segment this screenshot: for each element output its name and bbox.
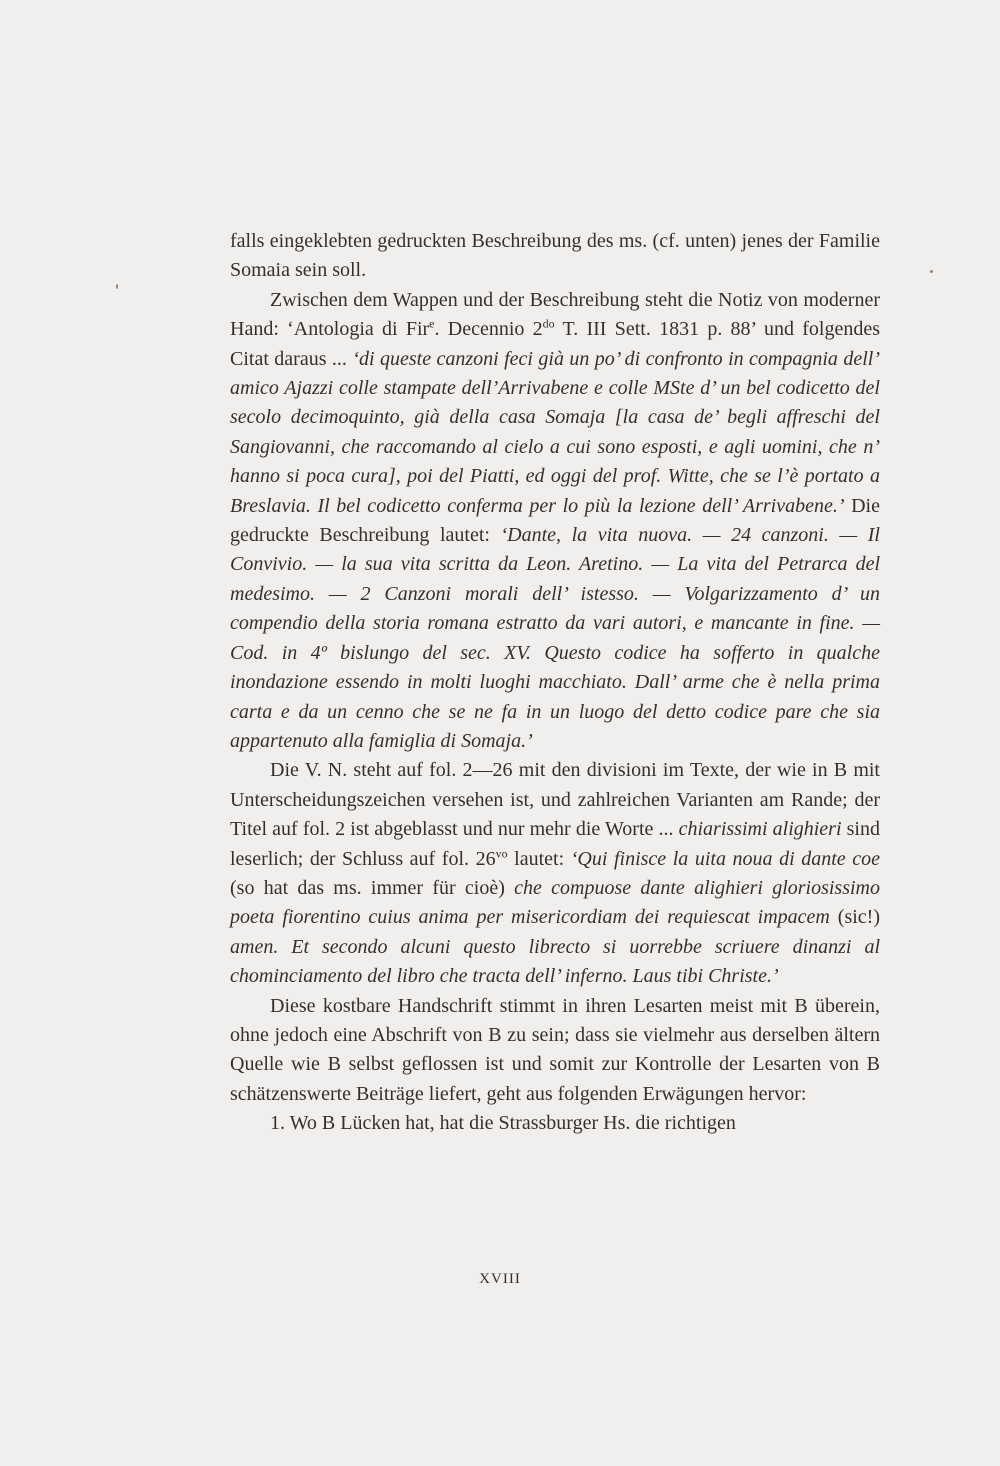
paragraph [230,756,880,991]
text-run: 1. Wo B Lücken hat, hat die Strassburger Hs. die richtigen [270,1112,736,1135]
italic-quote: chiarissimi alighieri [678,818,842,841]
text-run: vo [495,845,508,860]
text-run: lautet: [507,847,571,870]
text-run: Diese kostbare Handschrift stimmt in ihren Lesarten meist mit B überein, ohne jedoch eine Abschrift von B zu sein; dass sie vielmehr aus derselben ältern Quelle wie B selbst geflossen ist und somit zur Kontrolle der Lesarten von B schätzenswerte Beiträge liefert, geht aus folgenden Erwägungen hervor: [230,994,880,1105]
paper-speck [930,270,933,273]
italic-quote: che compuose dante alighieri gloriosissimo poeta fiorentino cuius anima per misericordiam dei requiescat impacem [230,876,881,929]
italic-quote: ‘di queste canzoni feci già un po’ di confronto in compagnia dell’ amico Ajazzi colle stampate dell’Arrivabene e colle MSte d’ un bel codicetto del secolo decimoquinto, già della casa Somaja [la casa de’ begli affreschi del Sangiovanni, che raccomando al cielo a cui sono esposti, e agli uomini, che n’ hanno si poca cura], poi del Piatti, ed oggi del prof. Witte, che se l’è portato a Breslavia. Il bel codicetto conferma per lo più la lezione dell’ Arrivabene.’ [230,347,880,517]
text-run: sind leserlich; der Schluss auf fol. 26 [230,818,880,870]
text-run: Die gedruckte Beschreibung lautet: [230,494,880,547]
body-text [230,227,880,1139]
page-number: XVIII [479,1271,521,1287]
italic-quote: ‘Dante, la vita nuova. — 24 canzoni. — Il Convivio. — la sua vita scritta da Leon. Aretino. — La vita del Petrarca del medesimo. — 2 Canzoni morali dell’ istesso. — Volgarizzamento d’ un compendio della storia romana estratto da vari autori, e mancante in fine. — Cod. in 4º bislungo del sec. XV. Questo codice ha sofferto in qualche inondazione essendo in molti luoghi macchiato. Dall’ arme che è nella prima carta e da un cenno che se ne fa in un luogo del detto codice pare che sia appartenuto alla famiglia di Somaja.’ [230,524,880,752]
text-run: Zwischen dem Wappen und der Beschreibung steht die Notiz von moderner Hand: ‘Antologia di Fir [230,288,880,341]
paragraph [230,286,880,757]
text-run: . Decennio 2 [434,318,543,341]
text-run: do [542,316,555,331]
text-run: T. III Sett. 1831 p. 88’ und folgendes Citat daraus ... [230,318,880,370]
text-run: e [429,316,435,331]
italic-quote: ‘Qui finisce la uita noua di dante coe [570,847,881,870]
paper-speck [116,284,118,289]
paragraph [230,1109,880,1138]
text-run: falls eingeklebten gedruckten Beschreibung des ms. (cf. unten) jenes der Familie Somaia sein soll. [230,230,880,282]
text-run: Die V. N. steht auf fol. 2—26 mit den divisioni im Texte, der wie in B mit Unterscheidungszeichen versehen ist, und zahlreichen Varianten am Rande; der Titel auf fol. 2 ist abgeblasst und nur mehr die Worte ... [230,759,880,841]
paragraph [230,992,880,1110]
italic-quote: amen. Et secondo alcuni questo librecto si uorrebbe scriuere dinanzi al chominciamento del libro che tracta dell’ inferno. Laus tibi Christe.’ [230,935,880,988]
text-run: (so hat das ms. immer für cioè) [230,876,515,899]
paragraph [230,227,880,286]
text-run: (sic!) [829,906,881,929]
